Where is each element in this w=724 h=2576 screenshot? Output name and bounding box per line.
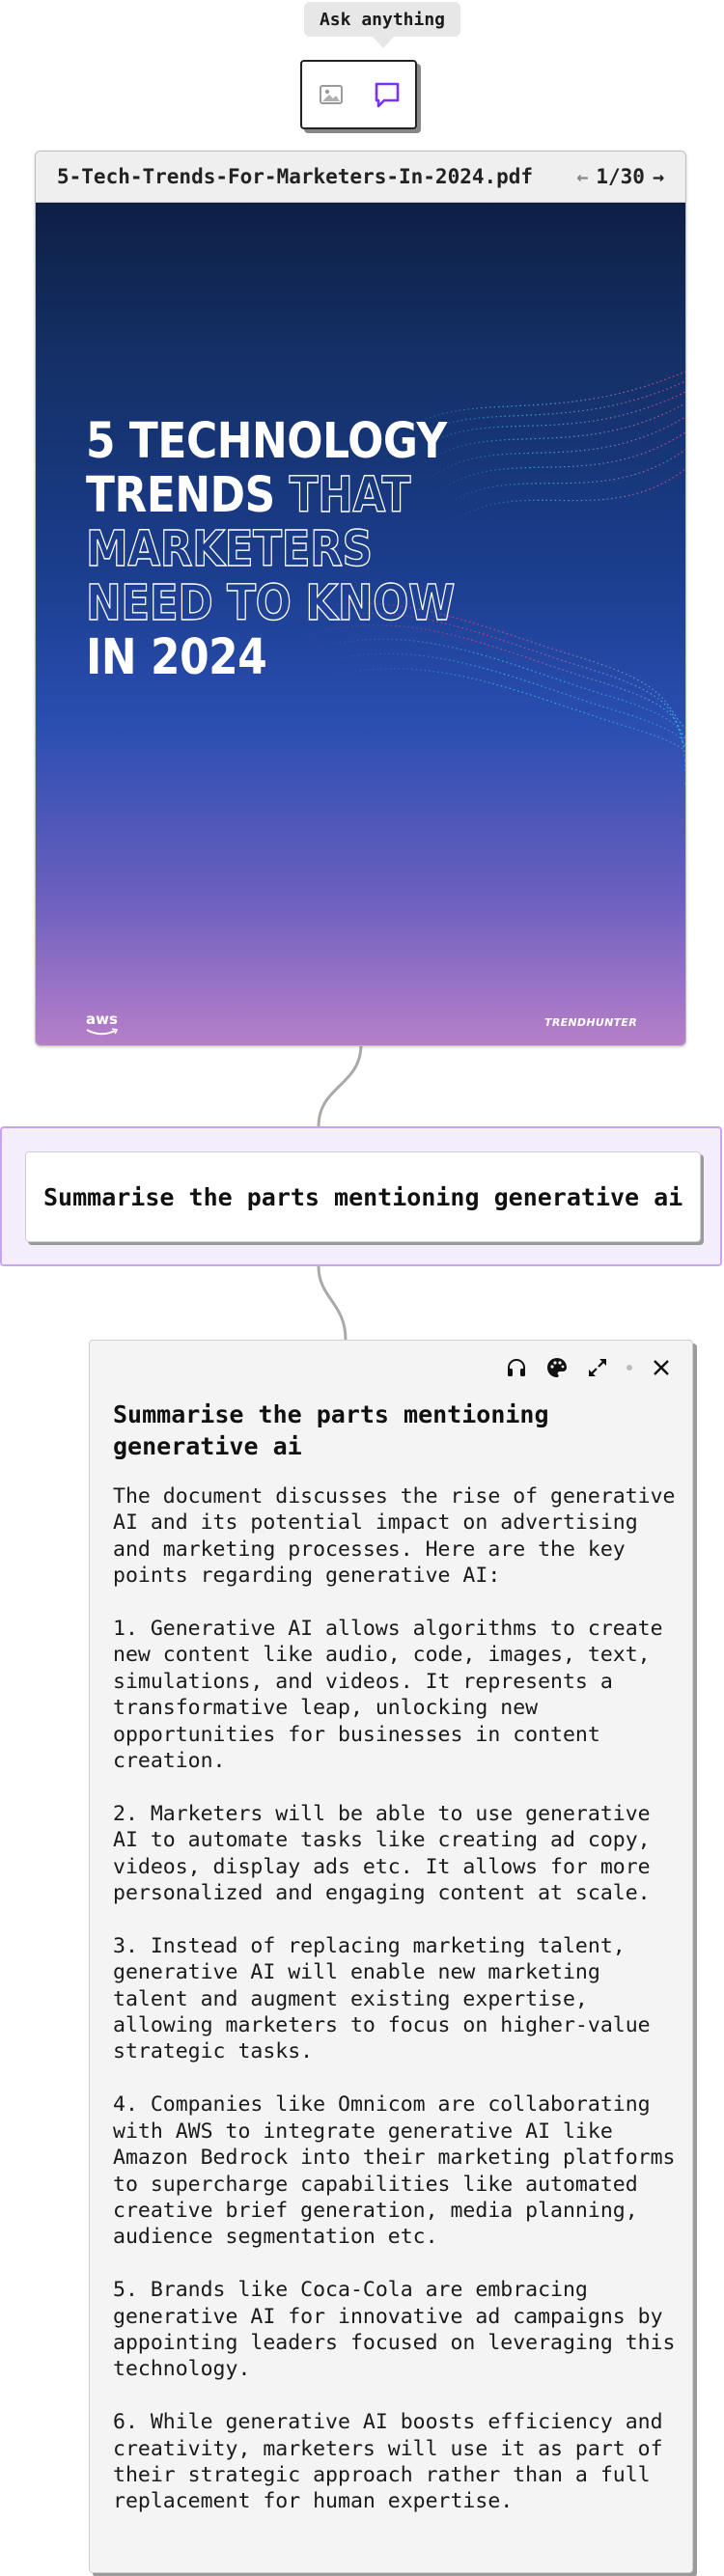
- trendhunter-logo: TRENDHUNTER: [544, 1016, 637, 1029]
- close-icon[interactable]: [650, 1356, 673, 1379]
- headphones-icon[interactable]: [505, 1356, 528, 1379]
- cover-line-1: 5 TECHNOLOGY: [86, 413, 447, 470]
- query-text: Summarise the parts mentioning generative ai: [43, 1182, 683, 1211]
- cover-line-4: NEED TO KNOW: [86, 575, 455, 632]
- next-page-arrow-icon[interactable]: →: [652, 165, 664, 188]
- aws-smile-icon: [86, 1028, 119, 1038]
- aws-logo: aws: [86, 1011, 118, 1028]
- expand-icon[interactable]: [586, 1356, 609, 1379]
- tooltip-arrow: [373, 37, 394, 48]
- response-body: [113, 1483, 682, 2541]
- response-paragraph: The document discusses the rise of generative AI and its potential impact on advertising and marketing processes. Here are the key points regarding generative AI:: [113, 1484, 676, 1589]
- pdf-pagination: [576, 165, 664, 188]
- pdf-header: [36, 152, 685, 203]
- tooltip-text: Ask anything: [319, 9, 446, 30]
- ask-anything-tooltip: [304, 2, 460, 37]
- response-paragraph: 5. Brands like Coca-Cola are embracing generative AI for innovative ad campaigns by appointing leaders focused on leveraging this technology.: [113, 2278, 676, 2382]
- cover-line-2-outline: THAT: [289, 467, 411, 524]
- response-title: Summarise the parts mentioning generative ai: [113, 1400, 549, 1460]
- response-paragraph: 2. Marketers will be able to use generative AI to automate tasks like creating ad copy, videos, display ads etc. It allows for more personalized and engaging content at scale.: [113, 1801, 651, 1906]
- cover-title: [86, 415, 455, 685]
- response-card: [89, 1340, 693, 2573]
- connector-query-to-response: [319, 1266, 346, 1340]
- cover-line-3: MARKETERS: [86, 521, 373, 578]
- cover-line-5: IN 2024: [86, 629, 267, 686]
- pdf-preview-card: [35, 151, 686, 1046]
- chat-bubble-icon[interactable]: [372, 79, 403, 110]
- connector-pdf-to-query: [319, 1044, 361, 1126]
- image-icon[interactable]: [316, 79, 347, 110]
- palette-icon[interactable]: [545, 1356, 569, 1379]
- cover-line-2: [86, 469, 455, 523]
- response-paragraph: 3. Instead of replacing marketing talent, generative AI will enable new marketing talent and augment existing expertise, allowing marketers to focus on higher-value strategic tasks.: [113, 1933, 651, 2064]
- response-paragraph: 1. Generative AI allows algorithms to create new content like audio, code, images, text, simulations, and videos. It represents a transformative leap, unlocking new opportunities for businesses in content creation.: [113, 1617, 663, 1774]
- mode-toggle: [300, 60, 417, 129]
- separator-dot: [627, 1365, 632, 1371]
- query-text-box[interactable]: [25, 1151, 701, 1242]
- response-paragraph: 6. While generative AI boosts efficiency and creativity, marketers will use it as part of their strategic approach rather than a full replacement for human expertise.: [113, 2410, 663, 2514]
- query-container: [0, 1126, 722, 1266]
- cover-line-2-solid: TRENDS: [86, 467, 275, 524]
- response-paragraph: 4. Companies like Omnicom are collaborating with AWS to integrate generative AI like Amazon Bedrock into their marketing platforms to supercharge capabilities like automated creative brief generation, media planning, audience segmentation etc.: [113, 2092, 676, 2250]
- page-indicator: 1/30: [596, 165, 645, 188]
- response-toolbar: [505, 1356, 673, 1379]
- prev-page-arrow-icon[interactable]: ←: [576, 165, 589, 188]
- pdf-filename: 5-Tech-Trends-For-Marketers-In-2024.pdf: [57, 165, 534, 188]
- pdf-page-canvas[interactable]: [36, 203, 685, 1046]
